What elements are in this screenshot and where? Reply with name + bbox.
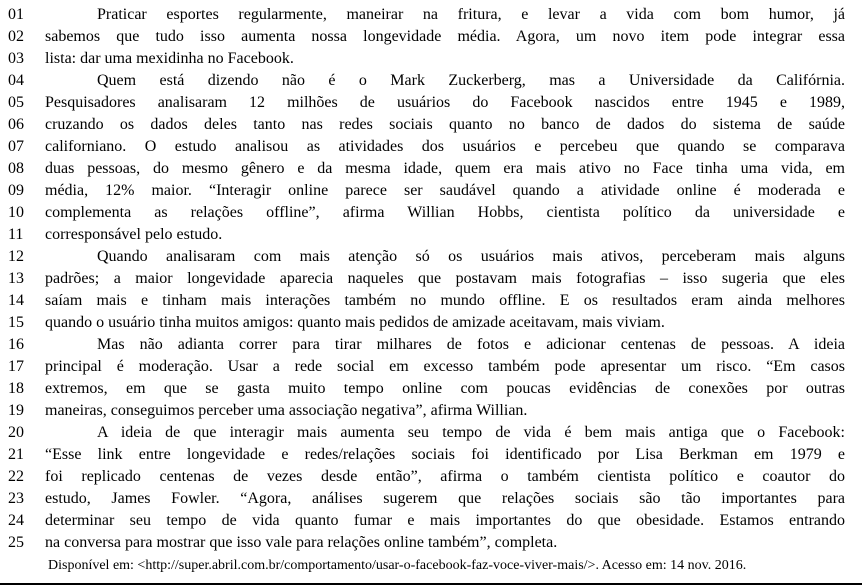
line-number: 10 bbox=[8, 204, 24, 221]
text-line bbox=[0, 114, 862, 136]
text-line bbox=[0, 444, 862, 466]
text-line bbox=[0, 202, 862, 224]
line-number: 24 bbox=[8, 512, 24, 529]
line-text: foi replicado centenas de vezes desde então”, afirma o também cientista político e coautor do bbox=[45, 468, 845, 485]
text-line bbox=[0, 4, 862, 26]
line-text: padrões; a maior longevidade aparecia naqueles que postavam mais fotografias – isso sugeria que eles bbox=[45, 270, 845, 287]
text-line bbox=[0, 136, 862, 158]
line-text: Praticar esportes regularmente, maneirar na fritura, e levar a vida com bom humor, já bbox=[97, 6, 845, 23]
line-text: Mas não adianta correr para tirar milhares de fotos e adicionar centenas de pessoas. A ideia bbox=[97, 336, 845, 353]
text-line bbox=[0, 532, 862, 554]
text-line bbox=[0, 26, 862, 48]
line-text: saíam mais e tinham mais interações também no mundo offline. E os resultados eram ainda melhores bbox=[45, 292, 845, 309]
text-line bbox=[0, 466, 862, 488]
line-number: 23 bbox=[8, 490, 24, 507]
text-line bbox=[0, 488, 862, 510]
line-number: 20 bbox=[8, 424, 24, 441]
line-number: 09 bbox=[8, 182, 24, 199]
line-number: 13 bbox=[8, 270, 24, 287]
text-line bbox=[0, 312, 862, 334]
line-number: 02 bbox=[8, 28, 24, 45]
line-text: média, 12% maior. “Interagir online parece ser saudável quando a atividade online é moderada e bbox=[45, 182, 845, 199]
line-number: 08 bbox=[8, 160, 24, 177]
text-line bbox=[0, 158, 862, 180]
line-number: 14 bbox=[8, 292, 24, 309]
line-text: lista: dar uma mexidinha no Facebook. bbox=[45, 50, 294, 67]
line-text: principal é moderação. Usar a rede social em excesso também pode apresentar um risco. “Em casos bbox=[45, 358, 845, 375]
text-line bbox=[0, 334, 862, 356]
line-number: 15 bbox=[8, 314, 24, 331]
line-text: na conversa para mostrar que isso vale para relações online também”, completa. bbox=[45, 534, 558, 551]
text-line bbox=[0, 290, 862, 312]
text-line bbox=[0, 224, 862, 246]
line-text: extremos, em que se gasta muito tempo online com poucas evidências de conexões por outras bbox=[45, 380, 845, 397]
line-number: 25 bbox=[8, 534, 24, 551]
line-number: 06 bbox=[8, 116, 24, 133]
text-line bbox=[0, 356, 862, 378]
text-line bbox=[0, 268, 862, 290]
line-number: 22 bbox=[8, 468, 24, 485]
line-number: 18 bbox=[8, 380, 24, 397]
line-text: Pesquisadores analisaram 12 milhões de usuários do Facebook nascidos entre 1945 e 1989, bbox=[45, 94, 845, 111]
line-text: quando o usuário tinha muitos amigos: quanto mais pedidos de amizade aceitavam, mais viviam. bbox=[45, 314, 665, 331]
line-text: estudo, James Fowler. “Agora, análises sugerem que relações sociais são tão importantes para bbox=[45, 490, 845, 507]
line-number: 17 bbox=[8, 358, 24, 375]
line-text: cruzando os dados deles tanto nas redes sociais quanto no banco de dados do sistema de saúde bbox=[45, 116, 845, 133]
line-text: maneiras, conseguimos perceber uma associação negativa”, afirma Willian. bbox=[45, 402, 528, 419]
line-number: 07 bbox=[8, 138, 24, 155]
text-line bbox=[0, 378, 862, 400]
text-line bbox=[0, 510, 862, 532]
text-line bbox=[0, 92, 862, 114]
text-line bbox=[0, 246, 862, 268]
source-citation: Disponível em: <http://super.abril.com.br/comportamento/usar-o-facebook-faz-voce-viver-mais/>. Acesso em: 14 nov. 2016. bbox=[48, 558, 747, 573]
line-text: Quando analisaram com mais atenção só os usuários mais ativos, perceberam mais alguns bbox=[97, 248, 845, 265]
text-line bbox=[0, 400, 862, 422]
bottom-border-line bbox=[0, 583, 862, 585]
line-number: 19 bbox=[8, 402, 24, 419]
line-number: 03 bbox=[8, 50, 24, 67]
text-line bbox=[0, 48, 862, 70]
line-text: Quem está dizendo não é o Mark Zuckerberg, mas a Universidade da Califórnia. bbox=[97, 72, 845, 89]
line-number: 21 bbox=[8, 446, 24, 463]
line-text: californiano. O estudo analisou as atividades dos usuários e percebeu que quando se comparava bbox=[45, 138, 845, 155]
line-number: 04 bbox=[8, 72, 24, 89]
line-number: 05 bbox=[8, 94, 24, 111]
line-text: complementa as relações offline”, afirma Willian Hobbs, cientista político da universidade e bbox=[45, 204, 845, 221]
text-line bbox=[0, 70, 862, 92]
line-number: 11 bbox=[8, 226, 24, 243]
line-number: 01 bbox=[8, 6, 24, 23]
line-text: A ideia de que interagir mais aumenta seu tempo de vida é bem mais antiga que o Facebook: bbox=[97, 424, 845, 441]
line-number: 16 bbox=[8, 336, 24, 353]
line-text: determinar seu tempo de vida quanto fumar e mais importantes do que obesidade. Estamos entrando bbox=[45, 512, 845, 529]
line-text: duas pessoas, do mesmo gênero e da mesma idade, quem era mais ativo no Face tinha uma vida, em bbox=[45, 160, 845, 177]
line-text: sabemos que tudo isso aumenta nossa longevidade média. Agora, um novo item pode integrar essa bbox=[45, 28, 845, 45]
line-text: corresponsável pelo estudo. bbox=[45, 226, 223, 243]
text-line bbox=[0, 180, 862, 202]
line-text: “Esse link entre longevidade e redes/relações sociais foi identificado por Lisa Berkman em 1979 e bbox=[45, 446, 845, 463]
line-number: 12 bbox=[8, 248, 24, 265]
text-line bbox=[0, 422, 862, 444]
